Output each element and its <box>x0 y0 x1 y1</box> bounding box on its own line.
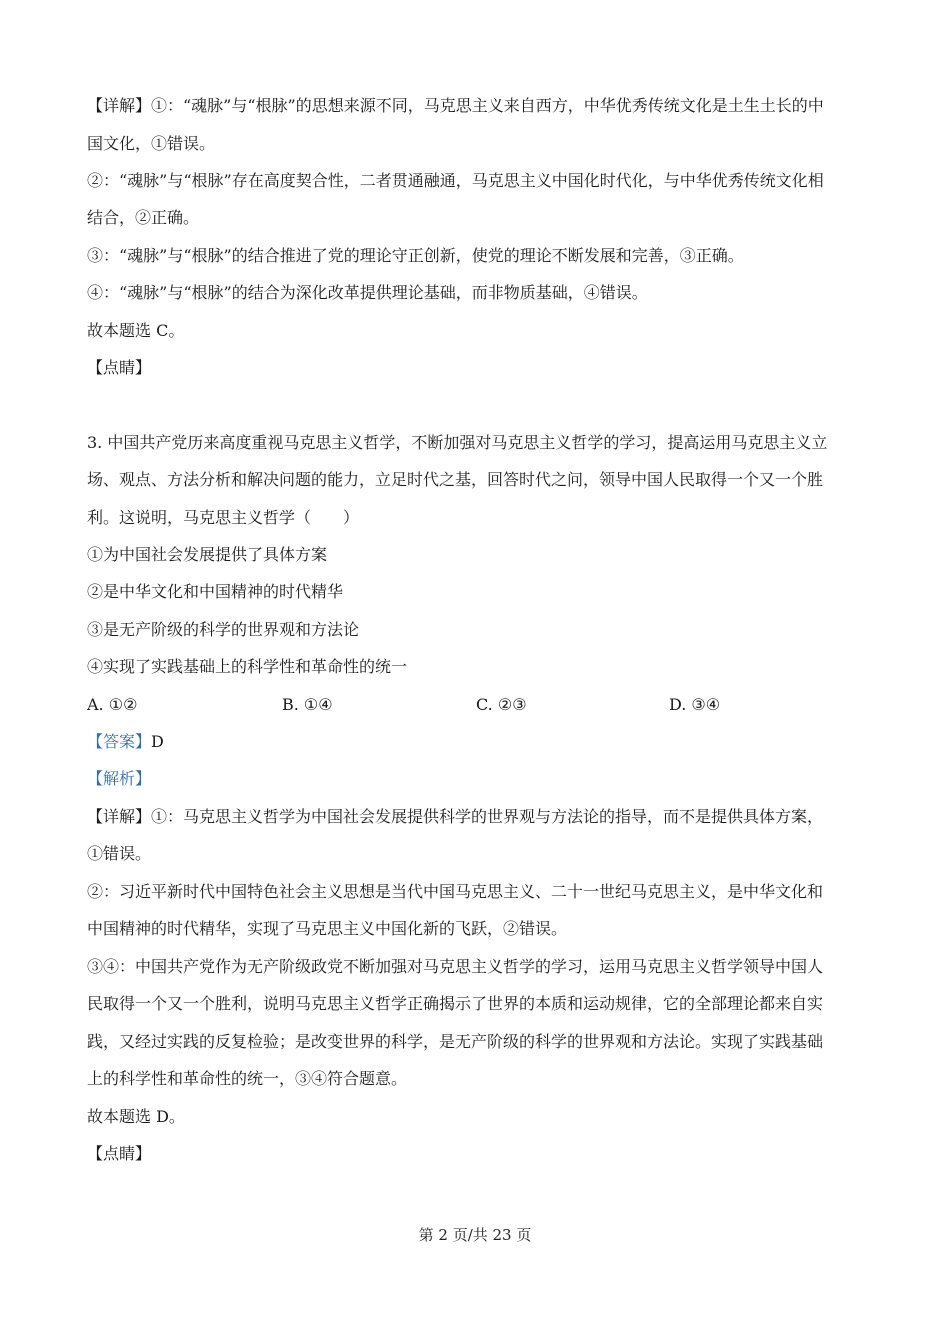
option-d: D. ③④ <box>669 695 721 714</box>
detail-line: 民取得一个又一个胜利，说明马克思主义哲学正确揭示了世界的本质和运动规律，它的全部理论都来自实 <box>87 994 824 1013</box>
detail-line: 中国精神的时代精华，实现了马克思主义中国化新的飞跃，②错误。 <box>87 919 568 938</box>
dianjing-heading: 【点睛】 <box>87 358 152 377</box>
answer-options <box>0 694 950 716</box>
detail-line: 【详解】①：“魂脉”与“根脉”的思想来源不同，马克思主义来自西方，中华优秀传统文化是土生土长的中 <box>87 96 824 115</box>
detail-line: ③④：中国共产党作为无产阶级政党不断加强对马克思主义哲学的学习，运用马克思主义哲学领导中国人 <box>87 957 824 976</box>
statement-item: ①为中国社会发展提供了具体方案 <box>87 545 328 564</box>
statement-item: ③是无产阶级的科学的世界观和方法论 <box>87 620 360 639</box>
detail-line: 【详解】①：马克思主义哲学为中国社会发展提供科学的世界观与方法论的指导，而不是提供具体方案， <box>87 807 824 826</box>
dianjing-heading: 【点睛】 <box>87 1144 152 1163</box>
option-b: B. ①④ <box>282 695 333 714</box>
question-stem-line: 3. 中国共产党历来高度重视马克思主义哲学，不断加强对马克思主义哲学的学习，提高运用马克思主义立 <box>87 433 828 452</box>
detail-line: 结合，②正确。 <box>87 208 200 227</box>
page-number: 第 2 页/共 23 页 <box>418 1226 532 1244</box>
option-a: A. ①② <box>87 695 138 714</box>
statement-item: ②是中华文化和中国精神的时代精华 <box>87 582 344 601</box>
question-stem-line: 利。这说明，马克思主义哲学（ ） <box>87 508 360 527</box>
detail-line: ①错误。 <box>87 844 152 863</box>
conclusion-line: 故本题选 D。 <box>87 1107 185 1126</box>
detail-line: ③：“魂脉”与“根脉”的结合推进了党的理论守正创新，使党的理论不断发展和完善，③正确。 <box>87 246 744 265</box>
statement-item: ④实现了实践基础上的科学性和革命性的统一 <box>87 657 408 676</box>
detail-line: ④：“魂脉”与“根脉”的结合为深化改革提供理论基础，而非物质基础，④错误。 <box>87 283 648 302</box>
option-c: C. ②③ <box>476 695 527 714</box>
answer-value: D <box>151 732 164 751</box>
detail-line: ②：“魂脉”与“根脉”存在高度契合性，二者贯通融通，马克思主义中国化时代化，与中华优秀传统文化相 <box>87 171 824 190</box>
detail-line: 践，又经过实践的反复检验；是改变世界的科学，是无产阶级的科学的世界观和方法论。实现了实践基础 <box>87 1032 824 1051</box>
conclusion-line: 故本题选 C。 <box>87 321 185 340</box>
analysis-tag: 【解析】 <box>87 769 152 788</box>
detail-line: 国文化，①错误。 <box>87 134 216 153</box>
question-stem-line: 场、观点、方法分析和解决问题的能力，立足时代之基，回答时代之问，领导中国人民取得一个又一个胜 <box>87 470 824 489</box>
answer-line <box>87 731 867 753</box>
detail-line: 上的科学性和革命性的统一，③④符合题意。 <box>87 1069 408 1088</box>
detail-line: ②：习近平新时代中国特色社会主义思想是当代中国马克思主义、二十一世纪马克思主义，是中华文化和 <box>87 882 824 901</box>
answer-tag: 【答案】 <box>87 732 152 751</box>
